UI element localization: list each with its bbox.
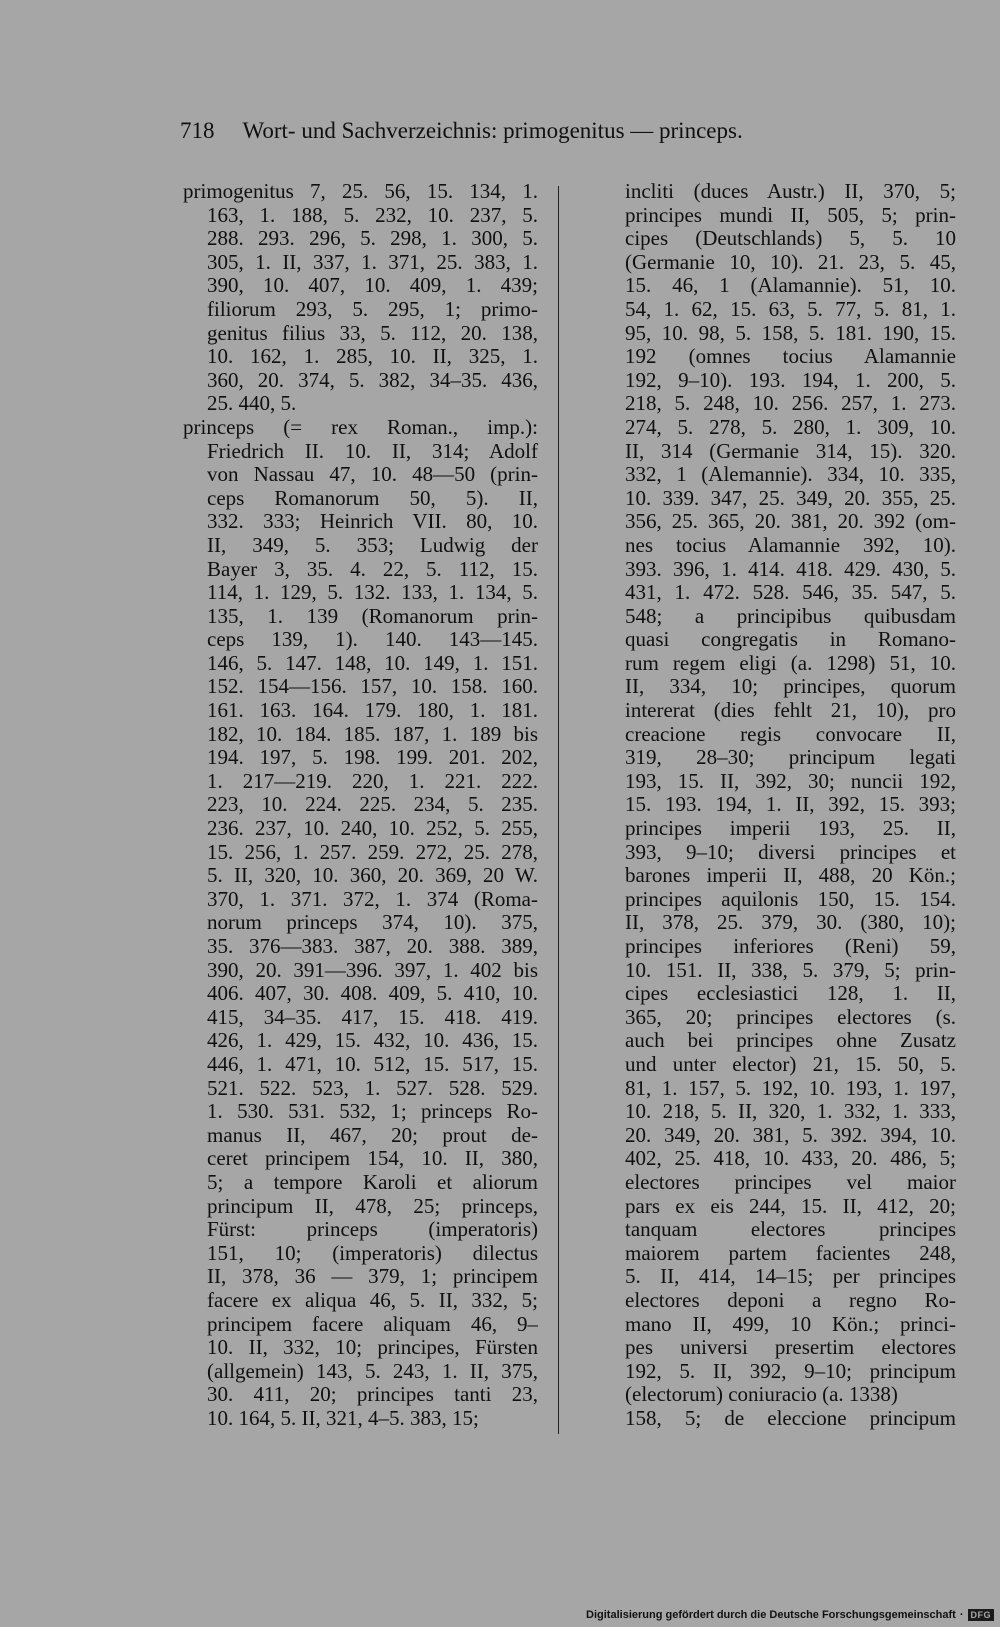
index-line: 218, 5. 248, 10. 256. 257, 1. 273. xyxy=(625,392,956,416)
index-line: 15. 46, 1 (Alamannie). 51, 10. xyxy=(625,274,956,298)
index-line: 393. 396, 1. 414. 418. 429. 430, 5. xyxy=(625,557,956,581)
index-line: maiorem partem facientes 248, xyxy=(625,1241,956,1265)
index-line: cipes (Deutschlands) 5, 5. 10 xyxy=(625,227,956,251)
index-line: Friedrich II. 10. II, 314; Adolf xyxy=(207,439,538,463)
index-line: 332. 333; Heinrich VII. 80, 10. xyxy=(207,510,538,534)
index-line: 194. 197, 5. 198. 199. 201. 202, xyxy=(207,746,538,770)
footer-credit: Digitalisierung gefördert durch die Deutsche Forschungsgemeinschaft · DFG xyxy=(586,1609,994,1621)
index-line: 332, 1 (Alemannie). 334, 10. 335, xyxy=(625,463,956,487)
index-line: 151, 10; (imperatoris) dilectus xyxy=(207,1241,538,1265)
index-line: 406. 407, 30. 408. 409, 5. 410, 10. xyxy=(207,982,538,1006)
index-line: electores principes vel maior xyxy=(625,1170,956,1194)
index-line: 415, 34–35. 417, 15. 418. 419. xyxy=(207,1005,538,1029)
index-line: 163, 1. 188, 5. 232, 10. 237, 5. xyxy=(207,203,538,227)
index-line: 1. 217—219. 220, 1. 221. 222. xyxy=(207,769,538,793)
index-line: 402, 25. 418, 10. 433, 20. 486, 5; xyxy=(625,1147,956,1171)
index-line: 1. 530. 531. 532, 1; princeps Ro- xyxy=(207,1100,538,1124)
running-title: Wort- und Sachverzeichnis: primogenitus — princeps. xyxy=(242,118,743,143)
index-line: 10. II, 332, 10; principes, Fürsten xyxy=(207,1336,538,1360)
index-line: 25. 440, 5. xyxy=(207,392,297,416)
index-line: 274, 5. 278, 5. 280, 1. 309, 10. xyxy=(625,415,956,439)
index-line: 548; a principibus quibusdam xyxy=(625,604,956,628)
index-line: nes tocius Alamannie 392, 10). xyxy=(625,533,956,557)
index-line: auch bei principes ohne Zusatz xyxy=(625,1029,956,1053)
index-line: principes inferiores (Reni) 59, xyxy=(625,935,956,958)
index-line: 114, 1. 129, 5. 132. 133, 1. 134, 5. xyxy=(207,581,538,605)
page-number: 718 xyxy=(180,118,215,143)
index-line: genitus filius 33, 5. 112, 20. 138, xyxy=(207,321,538,345)
index-line: 288. 293. 296, 5. 298, 1. 300, 5. xyxy=(207,227,538,251)
index-line: 35. 376—383. 387, 20. 388. 389, xyxy=(207,935,538,958)
index-line: 10. 218, 5. II, 320, 1. 332, 1. 333, xyxy=(625,1100,956,1124)
index-line: 182, 10. 184. 185. 187, 1. 189 bis xyxy=(207,722,538,746)
index-line: 158, 5; de eleccione principum xyxy=(625,1406,956,1430)
index-line: 95, 10. 98, 5. 158, 5. 181. 190, 15. xyxy=(625,321,956,345)
index-line: Bayer 3, 35. 4. 22, 5. 112, 15. xyxy=(207,557,538,581)
index-line: (Germanie 10, 10). 21. 23, 5. 45, xyxy=(625,250,956,274)
index-line: 236. 237, 10. 240, 10. 252, 5. 255, xyxy=(207,817,538,841)
index-line: 446, 1. 471, 10. 512, 15. 517, 15. xyxy=(207,1052,538,1076)
index-line: 319, 28–30; principum legati xyxy=(625,746,956,770)
index-line: filiorum 293, 5. 295, 1; primo- xyxy=(207,297,538,321)
index-line: norum princeps 374, 10). 375, xyxy=(207,911,538,935)
index-line: 393, 9–10; diversi principes et xyxy=(625,840,956,864)
index-line: II, 378, 36 — 379, 1; principem xyxy=(207,1265,538,1289)
footer-credit-text: Digitalisierung gefördert durch die Deutsche Forschungsgemeinschaft xyxy=(586,1609,956,1621)
index-line: 10. 151. II, 338, 5. 379, 5; prin- xyxy=(625,958,956,982)
index-line: principes mundi II, 505, 5; prin- xyxy=(625,203,956,227)
index-line: creacione regis convocare II, xyxy=(625,722,956,746)
index-line: 192 (omnes tocius Alamannie xyxy=(625,345,956,369)
index-line: 5. II, 414, 14–15; per principes xyxy=(625,1265,956,1289)
index-line: 30. 411, 20; principes tanti 23, xyxy=(207,1383,538,1407)
index-line: (allgemein) 143, 5. 243, 1. II, 375, xyxy=(207,1359,538,1383)
index-line: 223, 10. 224. 225. 234, 5. 235. xyxy=(207,793,538,817)
index-line: 360, 20. 374, 5. 382, 34–35. 436, xyxy=(207,368,538,392)
index-line: 10. 164, 5. II, 321, 4–5. 383, 15; xyxy=(207,1406,479,1430)
index-line: principum II, 478, 25; princeps, xyxy=(207,1194,538,1218)
index-line: electores deponi a regno Ro- xyxy=(625,1288,956,1312)
index-line: 161. 163. 164. 179. 180, 1. 181. xyxy=(207,699,538,723)
index-line: primogenitus 7, 25. 56, 15. 134, 1. xyxy=(183,180,538,203)
index-line: 390, 20. 391—396. 397, 1. 402 bis xyxy=(207,958,538,982)
index-line: 5. II, 320, 10. 360, 20. 369, 20 W. xyxy=(207,864,538,888)
index-line: princeps (= rex Roman., imp.): xyxy=(183,415,538,439)
index-line: von Nassau 47, 10. 48—50 (prin- xyxy=(207,463,538,487)
dfg-logo: DFG xyxy=(968,1609,995,1621)
index-line: 54, 1. 62, 15. 63, 5. 77, 5. 81, 1. xyxy=(625,297,956,321)
index-line: II, 378, 25. 379, 30. (380, 10); xyxy=(625,911,956,935)
index-line: 135, 1. 139 (Romanorum prin- xyxy=(207,604,538,628)
index-line: II, 314 (Germanie 314, 15). 320. xyxy=(625,439,956,463)
index-line: principes imperii 193, 25. II, xyxy=(625,817,956,841)
index-line: 521. 522. 523, 1. 527. 528. 529. xyxy=(207,1076,538,1100)
index-line: 10. 162, 1. 285, 10. II, 325, 1. xyxy=(207,345,538,369)
index-line: intererat (dies fehlt 21, 10), pro xyxy=(625,699,956,723)
index-line: mano II, 499, 10 Kön.; princi- xyxy=(625,1312,956,1336)
index-line: principem facere aliquam 46, 9– xyxy=(207,1312,538,1336)
index-line: 431, 1. 472. 528. 546, 35. 547, 5. xyxy=(625,581,956,605)
left-column xyxy=(183,180,538,1430)
index-line: 356, 25. 365, 20. 381, 20. 392 (om- xyxy=(625,510,956,534)
index-line: 81, 1. 157, 5. 192, 10. 193, 1. 197, xyxy=(625,1076,956,1100)
index-line: II, 349, 5. 353; Ludwig der xyxy=(207,533,538,557)
index-line: 152. 154—156. 157, 10. 158. 160. xyxy=(207,675,538,699)
index-line: incliti (duces Austr.) II, 370, 5; xyxy=(625,180,956,203)
index-line: 305, 1. II, 337, 1. 371, 25. 383, 1. xyxy=(207,250,538,274)
index-line: rum regem eligi (a. 1298) 51, 10. xyxy=(625,651,956,675)
index-line: 20. 349, 20. 381, 5. 392. 394, 10. xyxy=(625,1123,956,1147)
index-line: (electorum) coniuracio (a. 1338) xyxy=(625,1383,898,1407)
index-line: facere ex aliqua 46, 5. II, 332, 5; xyxy=(207,1288,538,1312)
index-line: 15. 193. 194, 1. II, 392, 15. 393; xyxy=(625,793,956,817)
index-line: ceps Romanorum 50, 5). II, xyxy=(207,486,538,510)
index-line: 193, 15. II, 392, 30; nuncii 192, xyxy=(625,769,956,793)
index-line: 5; a tempore Karoli et aliorum xyxy=(207,1170,538,1194)
index-line: quasi congregatis in Romano- xyxy=(625,628,956,652)
index-line: 146, 5. 147. 148, 10. 149, 1. 151. xyxy=(207,651,538,675)
index-line: Fürst: princeps (imperatoris) xyxy=(207,1218,538,1242)
index-line: 10. 339. 347, 25. 349, 20. 355, 25. xyxy=(625,486,956,510)
running-header xyxy=(180,118,880,158)
right-column xyxy=(601,180,956,1430)
index-line: pars ex eis 244, 15. II, 412, 20; xyxy=(625,1194,956,1218)
index-line: 426, 1. 429, 15. 432, 10. 436, 15. xyxy=(207,1029,538,1053)
index-line: II, 334, 10; principes, quorum xyxy=(625,675,956,699)
index-line: 390, 10. 407, 10. 409, 1. 439; xyxy=(207,274,538,298)
index-line: 192, 5. II, 392, 9–10; principum xyxy=(625,1359,956,1383)
index-line: tanquam electores principes xyxy=(625,1218,956,1242)
index-line: 15. 256, 1. 257. 259. 272, 25. 278, xyxy=(207,840,538,864)
index-line: ceret principem 154, 10. II, 380, xyxy=(207,1147,538,1171)
index-line: principes aquilonis 150, 15. 154. xyxy=(625,887,956,911)
index-line: barones imperii II, 488, 20 Kön.; xyxy=(625,864,956,888)
index-line: cipes ecclesiastici 128, 1. II, xyxy=(625,982,956,1006)
index-line: 365, 20; principes electores (s. xyxy=(625,1005,956,1029)
index-line: 192, 9–10). 193. 194, 1. 200, 5. xyxy=(625,368,956,392)
index-line: und unter elector) 21, 15. 50, 5. xyxy=(625,1052,956,1076)
index-line: pes universi presertim electores xyxy=(625,1336,956,1360)
index-line: ceps 139, 1). 140. 143—145. xyxy=(207,628,538,652)
index-line: manus II, 467, 20; prout de- xyxy=(207,1123,538,1147)
index-line: 370, 1. 371. 372, 1. 374 (Roma- xyxy=(207,887,538,911)
column-divider xyxy=(558,186,559,1434)
